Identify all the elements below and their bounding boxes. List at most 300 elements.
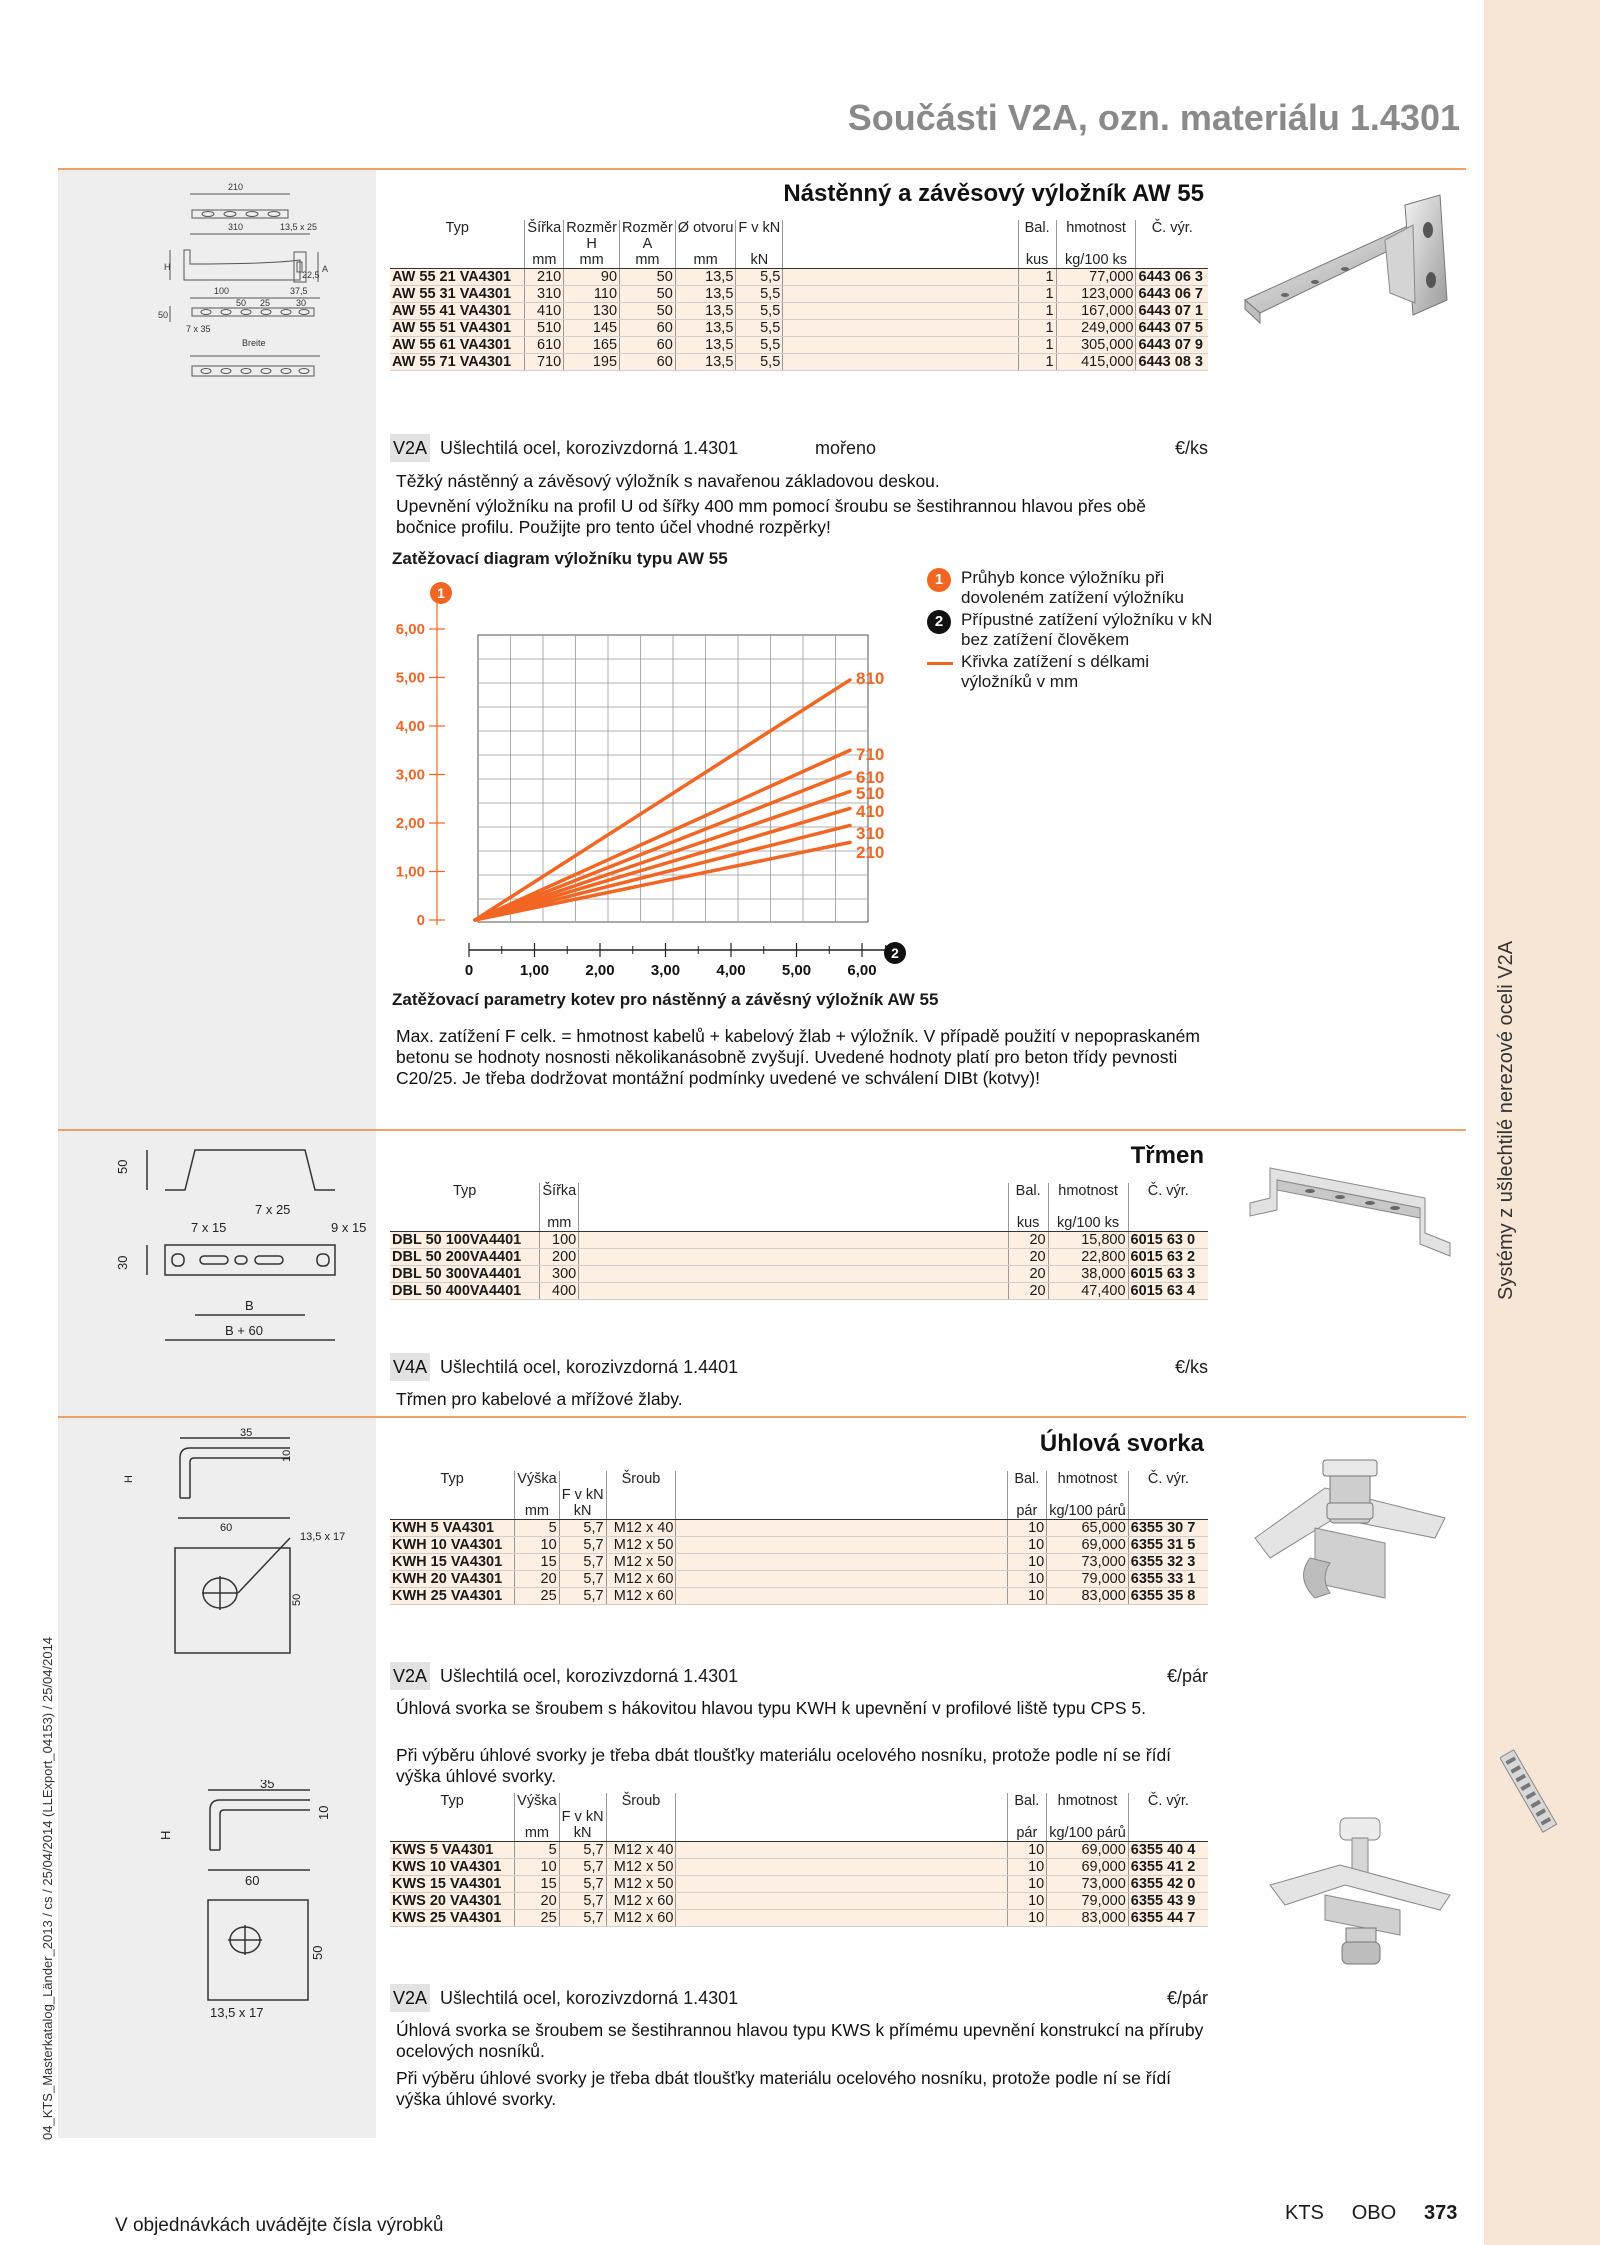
cell-article-number: 6443 08 3 xyxy=(1136,354,1208,371)
table-cell: M12 x 40 xyxy=(606,1520,676,1537)
table-cell: 13,5 xyxy=(675,337,736,354)
cell-type: KWH 10 VA4301 xyxy=(390,1537,515,1554)
cell-type: AW 55 61 VA4301 xyxy=(390,337,525,354)
table-cell: 5,7 xyxy=(559,1554,606,1571)
y-tick-label: 6,00 xyxy=(395,621,425,638)
table-cell: 400 xyxy=(540,1283,579,1300)
dim-50: 50 xyxy=(291,1593,303,1606)
legend-item-load xyxy=(927,610,1217,650)
kwh-desc2: Při výběru úhlové svorky je třeba dbát tloušťky materiálu ocelového nosníku, protože podle ní se řídí výška úhlové svorky. xyxy=(396,1745,1172,1786)
table-cell: M12 x 50 xyxy=(606,1537,676,1554)
load-curve-410 xyxy=(475,808,850,920)
dim-10: 10 xyxy=(281,1449,293,1462)
dim-slot: 13,5 x 17 xyxy=(300,1531,346,1543)
footer-brand xyxy=(1285,2202,1457,2225)
unit: kg/100 párů xyxy=(1047,1825,1129,1842)
col-weight: hmotnost xyxy=(1048,1183,1128,1199)
table-cell: 13,5 xyxy=(675,303,736,320)
dim-slot: 13,5 x 25 xyxy=(280,222,318,232)
table-cell: 310 xyxy=(525,286,564,303)
kwh-table xyxy=(390,1471,1208,1605)
x-tick-label: 1,00 xyxy=(519,962,550,979)
cell-type: AW 55 41 VA4301 xyxy=(390,303,525,320)
material-tag: V2A xyxy=(390,1984,430,2012)
unit: kus xyxy=(1008,1215,1048,1232)
unit: kg/100 párů xyxy=(1047,1503,1129,1520)
cell-type: KWS 20 VA4301 xyxy=(390,1893,515,1910)
table-cell: 5 xyxy=(515,1520,560,1537)
col-art: Č. výr. xyxy=(1147,1183,1189,1199)
page-number: 373 xyxy=(1423,2202,1458,2224)
table-cell: 13,5 xyxy=(675,286,736,303)
table-cell: 83,000 xyxy=(1047,1910,1129,1927)
table-cell: 10 xyxy=(1007,1588,1047,1605)
dbl-desc: Třmen pro kabelové a mřížové žlaby. xyxy=(396,1389,683,1409)
price-unit: €/ks xyxy=(1174,1357,1208,1377)
aw55-desc1: Těžký nástěnný a závěsový výložník s navařenou základovou deskou. xyxy=(396,471,940,491)
cell-article-number: 6015 63 0 xyxy=(1128,1232,1208,1249)
cell-article-number: 6355 30 7 xyxy=(1128,1520,1208,1537)
unit: mm xyxy=(675,252,736,269)
unit: mm xyxy=(540,1215,579,1232)
kws-technical-drawing xyxy=(150,1780,380,2020)
col-f: F v kN xyxy=(559,1809,606,1825)
col-pack: Bal. xyxy=(1007,1793,1047,1809)
cell-article-number: 6015 63 4 xyxy=(1128,1283,1208,1300)
table-cell: 5 xyxy=(515,1842,560,1859)
y-tick-label: 4,00 xyxy=(395,718,425,735)
table-cell: 510 xyxy=(525,320,564,337)
dim-left: 7 x 15 xyxy=(191,1220,227,1235)
series-label: 510 xyxy=(856,784,885,803)
table-row xyxy=(390,354,1208,371)
table-cell: M12 x 60 xyxy=(606,1571,676,1588)
table-cell: 5,5 xyxy=(736,354,783,371)
dim-holes: 7 x 25 xyxy=(255,1202,291,1217)
cell-type: DBL 50 400VA4401 xyxy=(390,1283,540,1300)
dim-v50: 50 xyxy=(158,310,169,320)
table-cell: 165 xyxy=(564,337,620,354)
table-cell: 83,000 xyxy=(1047,1588,1129,1605)
dim-right: 9 x 15 xyxy=(331,1220,367,1235)
table-cell: 5,7 xyxy=(559,1842,606,1859)
table-cell: 5,7 xyxy=(559,1893,606,1910)
dbl-title: Třmen xyxy=(1130,1142,1204,1169)
badge-1: 1 xyxy=(927,568,951,592)
series-label: 410 xyxy=(856,802,885,821)
kws-table xyxy=(390,1793,1208,1927)
badge-2: 2 xyxy=(927,610,951,634)
col-f: F v kN xyxy=(559,1487,606,1503)
table-row xyxy=(390,1842,1208,1859)
dim-50: 50 xyxy=(115,1159,130,1174)
diagram-caption: Zatěžovací diagram výložníku typu AW 55 xyxy=(392,549,728,568)
table-row xyxy=(390,269,1208,286)
table-cell: M12 x 40 xyxy=(606,1842,676,1859)
table-cell: 5,5 xyxy=(736,286,783,303)
dim-30: 30 xyxy=(115,1255,130,1270)
kws-desc1: Úhlová svorka se šroubem se šestihrannou hlavou typu KWS k přímému upevnění konstrukcí na příruby ocelových nosníků. xyxy=(396,2020,1204,2061)
col-width: Šířka xyxy=(525,220,564,236)
cell-type: KWS 5 VA4301 xyxy=(390,1842,515,1859)
table-cell: 20 xyxy=(515,1893,560,1910)
table-cell: 69,000 xyxy=(1047,1537,1129,1554)
material-tag: V2A xyxy=(390,1662,430,1690)
unit: mm xyxy=(515,1825,560,1842)
x-tick-label: 3,00 xyxy=(650,962,681,979)
cell-article-number: 6355 31 5 xyxy=(1128,1537,1208,1554)
table-cell: 10 xyxy=(1007,1842,1047,1859)
table-row xyxy=(390,1876,1208,1893)
y-tick-label: 2,00 xyxy=(395,815,425,832)
dim-60: 60 xyxy=(245,1873,260,1888)
table-cell: 73,000 xyxy=(1047,1876,1129,1893)
unit: kus xyxy=(1018,252,1056,269)
cell-article-number: 6355 33 1 xyxy=(1128,1571,1208,1588)
table-cell: 10 xyxy=(1007,1537,1047,1554)
x-tick-label: 4,00 xyxy=(716,962,746,979)
aw55-product-photo xyxy=(1235,185,1480,355)
table-cell: 69,000 xyxy=(1047,1842,1129,1859)
legend-line-swatch xyxy=(927,662,953,665)
table-cell: 15,800 xyxy=(1048,1232,1128,1249)
dim-210: 210 xyxy=(228,182,244,192)
col-weight: hmotnost xyxy=(1047,1793,1129,1809)
table-cell: 1 xyxy=(1018,354,1056,371)
table-cell: 20 xyxy=(1008,1249,1048,1266)
footer-note: V objednávkách uvádějte čísla výrobků xyxy=(115,2215,444,2236)
col-art: Č. výr. xyxy=(1147,1793,1189,1809)
col-a: Rozměr xyxy=(620,220,676,236)
cell-type: KWH 25 VA4301 xyxy=(390,1588,515,1605)
col-pack: Bal. xyxy=(1007,1471,1047,1487)
table-cell: M12 x 50 xyxy=(606,1859,676,1876)
table-row xyxy=(390,1910,1208,1927)
table-cell: 10 xyxy=(1007,1910,1047,1927)
table-cell: 60 xyxy=(620,320,676,337)
aw55-desc2: Upevnění výložníku na profil U od šířky 400 mm pomocí šroubu se šestihrannou hlavou přes obě bočnice profilu. Použijte pro tento účel vhodné rozpěrky! xyxy=(396,496,1146,537)
col-h-sub: H xyxy=(564,236,620,252)
x-tick-label: 2,00 xyxy=(585,962,615,979)
dim-225: 22,5 xyxy=(302,270,320,280)
table-cell: 13,5 xyxy=(675,269,736,286)
table-cell: 13,5 xyxy=(675,354,736,371)
cell-article-number: 6355 35 8 xyxy=(1128,1588,1208,1605)
table-cell: 5,7 xyxy=(559,1910,606,1927)
table-cell: 1 xyxy=(1018,337,1056,354)
price-unit: €/pár xyxy=(1166,1988,1208,2008)
table-cell: 69,000 xyxy=(1047,1859,1129,1876)
table-cell: 13,5 xyxy=(675,320,736,337)
table-cell: 130 xyxy=(564,303,620,320)
table-cell: 410 xyxy=(525,303,564,320)
cell-article-number: 6443 07 5 xyxy=(1136,320,1208,337)
col-h: Rozměr xyxy=(564,220,620,236)
table-cell: 38,000 xyxy=(1048,1266,1128,1283)
table-cell: 25 xyxy=(515,1588,560,1605)
table-cell: 15 xyxy=(515,1554,560,1571)
dbl-material-row xyxy=(390,1353,1208,1381)
col-type: Typ xyxy=(390,1471,515,1487)
page-title: Součásti V2A, ozn. materiálu 1.4301 xyxy=(847,97,1460,138)
table-cell: 710 xyxy=(525,354,564,371)
unit: mm xyxy=(525,252,564,269)
dim-h: H xyxy=(123,1475,135,1483)
dim-35: 35 xyxy=(240,1428,253,1439)
table-cell: M12 x 60 xyxy=(606,1588,676,1605)
unit: kg/100 ks xyxy=(1048,1215,1128,1232)
col-weight: hmotnost xyxy=(1047,1471,1129,1487)
unit: pár xyxy=(1007,1503,1047,1520)
cell-article-number: 6443 07 1 xyxy=(1136,303,1208,320)
unit: kN xyxy=(559,1825,606,1842)
params-text: Max. zatížení F celk. = hmotnost kabelů + kabelový žlab + výložník. V případě použití v nepopraskaném betonu se hodnoty nosnosti několikanásobně zvyšují. Uvedené hodnoty platí pro beton třídy pevnosti C20/25. Je třeba dodržovat montážní podmínky uvedené ve schválení DIBt (kotvy)! xyxy=(396,1026,1200,1088)
dim-50: 50 xyxy=(310,1945,325,1960)
cell-type: AW 55 51 VA4301 xyxy=(390,320,525,337)
table-cell: 47,400 xyxy=(1048,1283,1128,1300)
y-tick-label: 3,00 xyxy=(395,766,425,784)
unit: pár xyxy=(1007,1825,1047,1842)
table-cell: 610 xyxy=(525,337,564,354)
load-curve-810 xyxy=(475,680,850,920)
kws-product-photo xyxy=(1260,1810,1460,1980)
dim-35: 35 xyxy=(260,1780,275,1791)
table-cell: 305,000 xyxy=(1056,337,1136,354)
unit: kN xyxy=(736,252,783,269)
table-row xyxy=(390,1283,1208,1300)
col-height: Výška xyxy=(515,1471,560,1487)
x-tick-label: 6,00 xyxy=(847,962,877,979)
table-cell: 145 xyxy=(564,320,620,337)
cell-type: DBL 50 300VA4401 xyxy=(390,1266,540,1283)
table-cell: 210 xyxy=(525,269,564,286)
series-label: 710 xyxy=(856,745,885,764)
series-label: 210 xyxy=(856,843,885,862)
kws-desc2: Při výběru úhlové svorky je třeba dbát tloušťky materiálu ocelového nosníku, protože podle ní se řídí výška úhlové svorky. xyxy=(396,2068,1172,2109)
kwh-title: Úhlová svorka xyxy=(1039,1430,1204,1457)
x-tick-label: 5,00 xyxy=(781,962,812,979)
col-screw: Šroub xyxy=(606,1471,676,1487)
table-cell: 60 xyxy=(620,337,676,354)
dim-b: B xyxy=(245,1298,254,1313)
dbl-product-photo xyxy=(1235,1148,1470,1278)
cell-type: KWH 20 VA4301 xyxy=(390,1571,515,1588)
material-tag: V4A xyxy=(390,1353,430,1381)
diagram-legend xyxy=(927,568,1217,694)
table-cell: 20 xyxy=(1008,1266,1048,1283)
unit: kN xyxy=(559,1503,606,1520)
table-cell: 22,800 xyxy=(1048,1249,1128,1266)
cell-article-number: 6443 06 3 xyxy=(1136,269,1208,286)
material-tag: V2A xyxy=(390,434,430,462)
table-cell: 123,000 xyxy=(1056,286,1136,303)
table-cell: M12 x 60 xyxy=(606,1910,676,1927)
table-cell: 5,7 xyxy=(559,1588,606,1605)
table-cell: 20 xyxy=(1008,1232,1048,1249)
badge-1-label: 1 xyxy=(437,585,445,601)
col-type: Typ xyxy=(390,220,525,236)
table-cell: 5,5 xyxy=(736,320,783,337)
kws-material-row xyxy=(390,1984,1208,2012)
table-cell: 300 xyxy=(540,1266,579,1283)
kwh-product-photo xyxy=(1235,1448,1465,1618)
dim-holes: 7 x 35 xyxy=(186,324,211,334)
badge-2-label: 2 xyxy=(891,945,899,961)
params-caption: Zatěžovací parametry kotev pro nástěnný a závěsný výložník AW 55 xyxy=(392,990,939,1009)
table-cell: 10 xyxy=(1007,1520,1047,1537)
cell-type: KWS 25 VA4301 xyxy=(390,1910,515,1927)
table-row xyxy=(390,1537,1208,1554)
kwh-technical-drawing xyxy=(120,1428,380,1678)
cell-type: KWS 10 VA4301 xyxy=(390,1859,515,1876)
legend-text-3: Křivka zatížení s délkami výložníků v mm xyxy=(961,652,1150,691)
table-row xyxy=(390,1249,1208,1266)
table-row xyxy=(390,1588,1208,1605)
col-pack: Bal. xyxy=(1008,1183,1048,1199)
series-label: 810 xyxy=(856,669,885,688)
table-cell: 79,000 xyxy=(1047,1893,1129,1910)
table-cell: 60 xyxy=(620,354,676,371)
price-unit: €/ks xyxy=(1174,438,1208,458)
cell-article-number: 6443 06 7 xyxy=(1136,286,1208,303)
col-art: Č. výr. xyxy=(1147,1471,1189,1487)
table-cell: 200 xyxy=(540,1249,579,1266)
table-row xyxy=(390,1266,1208,1283)
unit: mm xyxy=(564,252,620,269)
col-art: Č. výr. xyxy=(1151,220,1193,236)
material-text: Ušlechtilá ocel, korozivzdorná 1.4301 xyxy=(440,1988,739,2008)
table-cell: M12 x 50 xyxy=(606,1554,676,1571)
table-cell: 1 xyxy=(1018,320,1056,337)
table-cell: 10 xyxy=(1007,1859,1047,1876)
table-row xyxy=(390,1520,1208,1537)
aw55-title: Nástěnný a závěsový výložník AW 55 xyxy=(783,180,1204,207)
col-type: Typ xyxy=(390,1793,515,1809)
table-cell: 10 xyxy=(1007,1876,1047,1893)
legend-text-1: Průhyb konce výložníku při dovoleném zatížení výložníku xyxy=(961,568,1185,607)
material-text: Ušlechtilá ocel, korozivzdorná 1.4301 xyxy=(440,1666,739,1686)
table-cell: 10 xyxy=(1007,1893,1047,1910)
y-tick-label: 5,00 xyxy=(395,669,425,687)
table-row xyxy=(390,1893,1208,1910)
dbl-technical-drawing xyxy=(105,1140,385,1360)
col-width: Šířka xyxy=(540,1183,579,1199)
unit: kg/100 ks xyxy=(1056,252,1136,269)
col-pack: Bal. xyxy=(1018,220,1056,236)
table-row xyxy=(390,337,1208,354)
table-cell: M12 x 60 xyxy=(606,1893,676,1910)
col-f: F v kN xyxy=(736,220,783,236)
cell-type: DBL 50 200VA4401 xyxy=(390,1249,540,1266)
side-label: Systémy z ušlechtilé nerezové oceli V2A xyxy=(1495,940,1517,1300)
table-cell: 65,000 xyxy=(1047,1520,1129,1537)
table-cell: 100 xyxy=(540,1232,579,1249)
load-curve-310 xyxy=(475,825,850,920)
cell-type: KWH 15 VA4301 xyxy=(390,1554,515,1571)
table-row xyxy=(390,1554,1208,1571)
table-cell: 25 xyxy=(515,1910,560,1927)
dim-375: 37,5 xyxy=(290,286,308,296)
aw55-technical-drawing xyxy=(150,180,380,410)
table-cell: 15 xyxy=(515,1876,560,1893)
table-row xyxy=(390,1859,1208,1876)
legend-item-deflection xyxy=(927,568,1217,608)
dim-b60: B + 60 xyxy=(225,1323,263,1338)
footer-brand-obo: OBO xyxy=(1351,2202,1397,2224)
table-row xyxy=(390,286,1208,303)
table-cell: M12 x 50 xyxy=(606,1876,676,1893)
cell-type: AW 55 31 VA4301 xyxy=(390,286,525,303)
material-text: Ušlechtilá ocel, korozivzdorná 1.4401 xyxy=(440,1357,739,1377)
load-curve-710 xyxy=(475,750,850,920)
col-screw: Šroub xyxy=(606,1793,676,1809)
table-cell: 20 xyxy=(1008,1283,1048,1300)
cell-article-number: 6355 44 7 xyxy=(1128,1910,1208,1927)
material-text: Ušlechtilá ocel, korozivzdorná 1.4301 xyxy=(440,438,739,458)
col-hole: Ø otvoru xyxy=(675,220,736,236)
dim-h: H xyxy=(158,1830,173,1840)
x-tick-label: 0 xyxy=(464,962,474,979)
table-cell: 73,000 xyxy=(1047,1554,1129,1571)
table-cell: 5,5 xyxy=(736,337,783,354)
table-cell: 5,7 xyxy=(559,1876,606,1893)
cell-article-number: 6355 42 0 xyxy=(1128,1876,1208,1893)
table-cell: 195 xyxy=(564,354,620,371)
cell-type: DBL 50 100VA4401 xyxy=(390,1232,540,1249)
table-cell: 1 xyxy=(1018,269,1056,286)
dim-25: 25 xyxy=(260,298,271,308)
y-tick-label: 0 xyxy=(416,912,425,929)
dim-60: 60 xyxy=(220,1522,233,1534)
series-label: 610 xyxy=(856,768,885,787)
vertical-id: 04_KTS_Masterkatalog_Länder_2013 / cs / 25/04/2014 (LLExport_04153) / 25/04/2014 xyxy=(40,1636,55,2140)
table-row xyxy=(390,303,1208,320)
cell-type: KWH 5 VA4301 xyxy=(390,1520,515,1537)
cell-article-number: 6355 41 2 xyxy=(1128,1859,1208,1876)
cell-type: AW 55 71 VA4301 xyxy=(390,354,525,371)
table-cell: 5,7 xyxy=(559,1537,606,1554)
table-cell: 10 xyxy=(515,1859,560,1876)
table-cell: 50 xyxy=(620,303,676,320)
dim-30: 30 xyxy=(296,298,307,308)
table-cell: 5,7 xyxy=(559,1859,606,1876)
dim-a: A xyxy=(322,264,329,274)
table-cell: 5,5 xyxy=(736,269,783,286)
cell-article-number: 6355 32 3 xyxy=(1128,1554,1208,1571)
table-cell: 167,000 xyxy=(1056,303,1136,320)
cell-article-number: 6355 40 4 xyxy=(1128,1842,1208,1859)
dim-50: 50 xyxy=(236,298,247,308)
table-cell: 50 xyxy=(620,269,676,286)
dim-slot: 13,5 x 17 xyxy=(210,2005,264,2020)
col-height: Výška xyxy=(515,1793,560,1809)
load-diagram xyxy=(385,575,930,985)
table-cell: 5,7 xyxy=(559,1571,606,1588)
table-row xyxy=(390,320,1208,337)
cell-article-number: 6355 43 9 xyxy=(1128,1893,1208,1910)
table-cell: 50 xyxy=(620,286,676,303)
table-cell: 79,000 xyxy=(1047,1571,1129,1588)
table-cell: 1 xyxy=(1018,303,1056,320)
cell-article-number: 6015 63 3 xyxy=(1128,1266,1208,1283)
table-cell: 10 xyxy=(515,1537,560,1554)
cell-article-number: 6443 07 9 xyxy=(1136,337,1208,354)
unit: mm xyxy=(515,1503,560,1520)
cable-tray-icon xyxy=(1500,1745,1560,1835)
table-cell: 10 xyxy=(1007,1571,1047,1588)
table-cell: 10 xyxy=(1007,1554,1047,1571)
kwh-desc1: Úhlová svorka se šroubem s hákovitou hlavou typu KWH k upevnění v profilové liště typu CPS 5. xyxy=(396,1698,1146,1718)
